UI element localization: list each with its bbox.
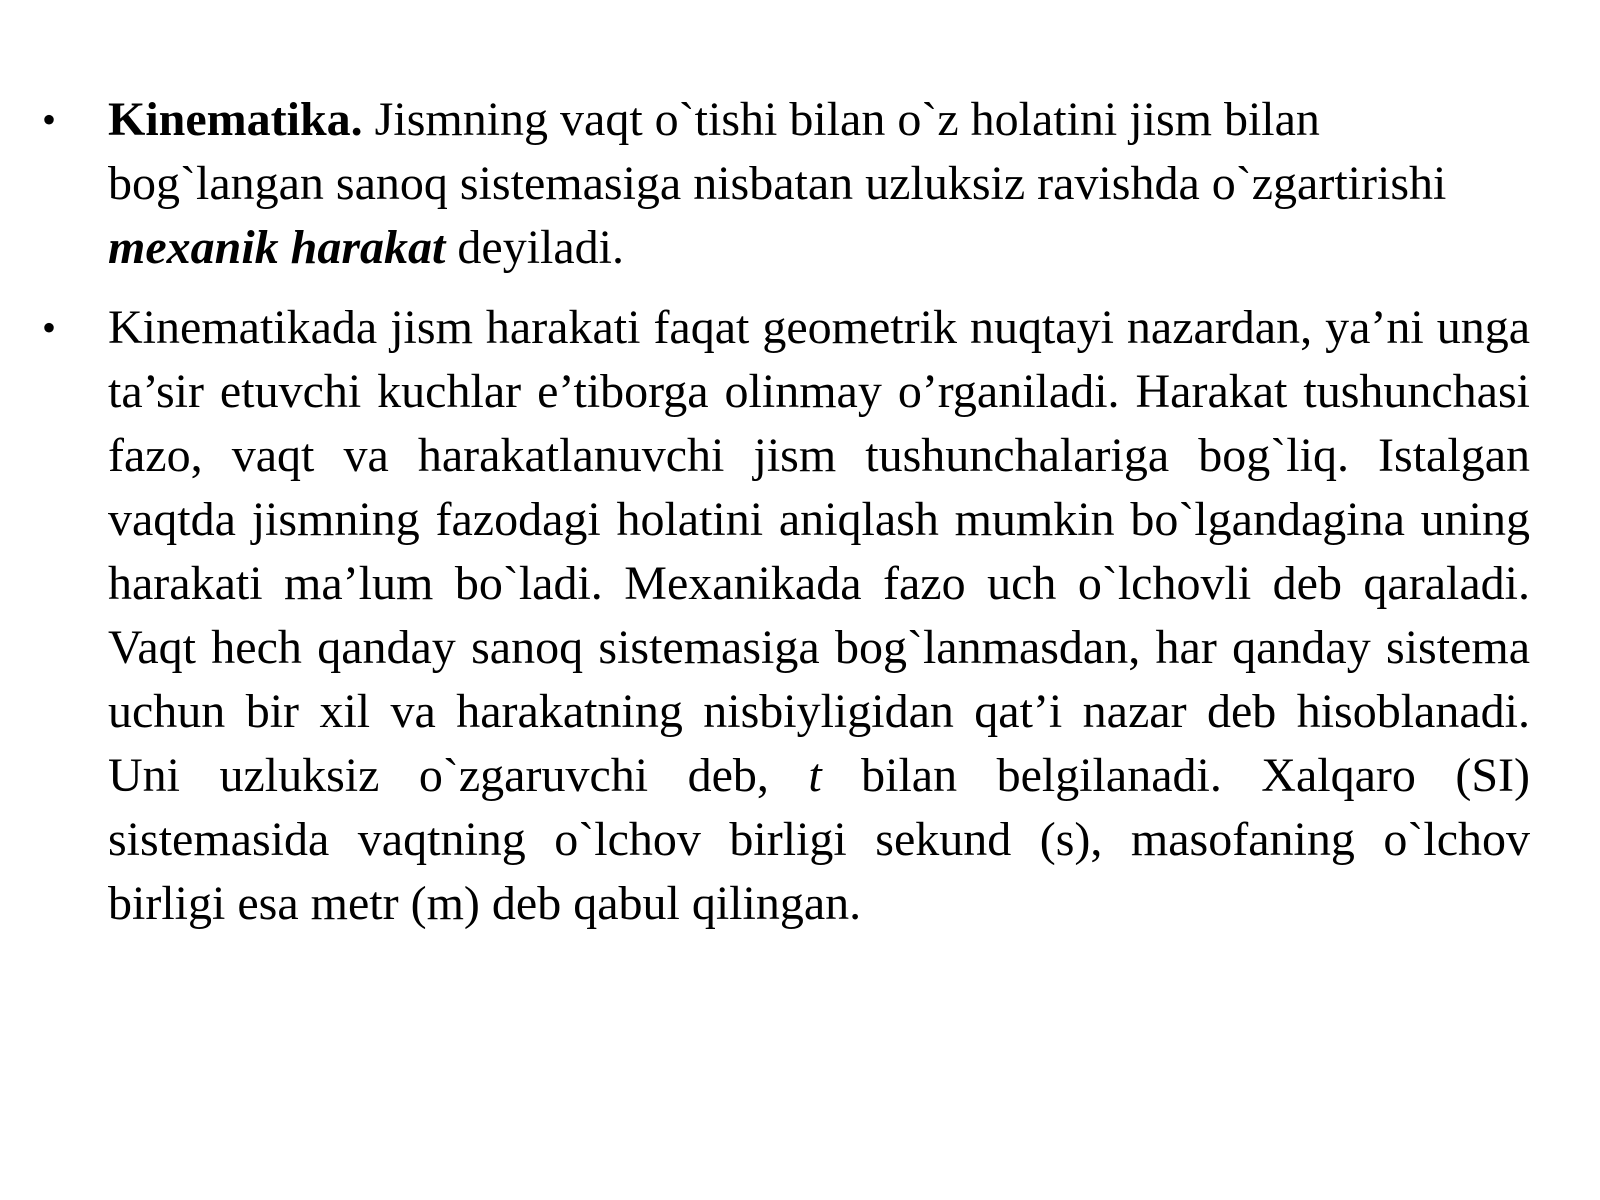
time-symbol-t: t (808, 749, 822, 802)
emphasis-mexanik-harakat: mexanik harakat (108, 221, 446, 274)
bullet-kinematika-definition (42, 88, 1530, 280)
definition-text: Jismning vaqt o`tishi bilan o`z holatini jism bilan bog`langan sanoq sistemasiga nisbatan uzluksiz ravishda o`zgartirishi (108, 93, 1447, 210)
bullet-dot-icon: • (42, 97, 57, 142)
term-kinematika: Kinematika. (108, 93, 363, 146)
bullet-list (42, 88, 1530, 936)
bullet-text (108, 88, 1530, 280)
definition-end: deyiladi. (445, 221, 625, 274)
explanation-text: Kinematikada jism harakati faqat geometrik nuqtayi nazardan, ya’ni unga ta’sir etuvchi kuchlar e’tiborga olinmay o’rganiladi. Harakat tushunchasi fazo, vaqt va harakatlanuvchi jism tushunchalariga bog`liq. Istalgan vaqtda jismning fazodagi holatini aniqlash mumkin bo`lgandagina uning harakati ma’lum bo`ladi. Mexanikada fazo uch o`lchovli deb qaraladi. Vaqt hech qanday sanoq sistemasiga bog`lanmasdan, har qanday sistema uchun bir xil va harakatning nisbiyligidan qat’i nazar deb hisoblanadi. Uni uzluksiz o`zgaruvchi deb, (108, 301, 1530, 802)
bullet-text (108, 296, 1530, 936)
bullet-kinematika-explanation (42, 296, 1530, 936)
bullet-dot-icon: • (42, 305, 57, 350)
explanation-end: bilan belgilanadi. Xalqaro (SI) sistemasida vaqtning o`lchov birligi sekund (s), masofaning o`lchov birligi esa metr (m) deb qabul qilingan. (108, 749, 1530, 930)
